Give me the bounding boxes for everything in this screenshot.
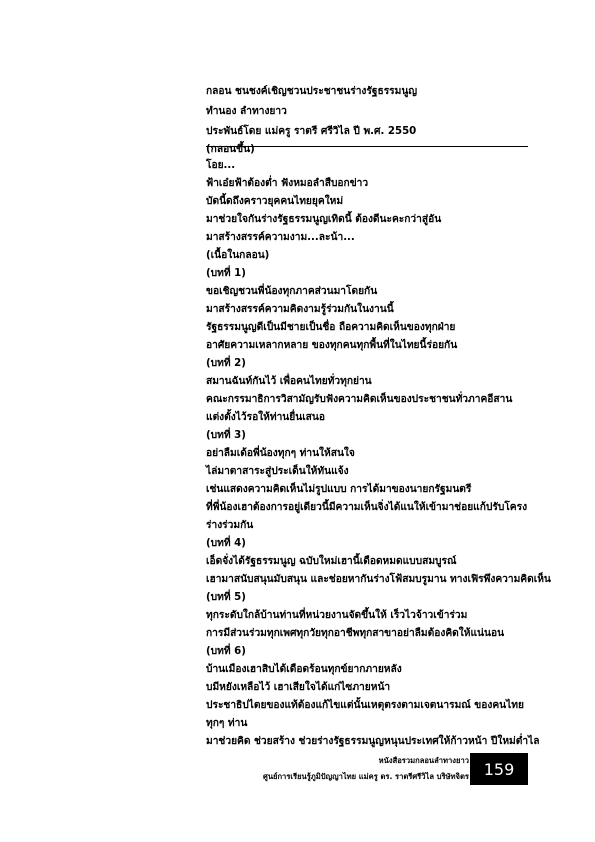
poem-line: ไล่มาตาสาระสู่ประเด็นให้ทันแจ้ง — [206, 466, 349, 477]
poem-line: การมีส่วนร่วมทุกเพศทุกวัยทุกอาชีพทุกสาขาอย่าลืมต้องคิดให้แน่นอน — [206, 628, 505, 639]
poem-line: มาสร้างสรรค์ความคิดงามรู้ร่วมกันในงานนี้ — [206, 304, 394, 315]
poem-line: แต่งตั้งไว้รอให้ท่านยื่นเสนอ — [206, 412, 325, 423]
poem-line: (บทที่ 6) — [206, 646, 246, 657]
poem-line: (บทที่ 2) — [206, 358, 246, 369]
poem-line: เช่นแสดงความคิดเห็นไม่รูปแบบ การได้มาของนายกรัฐมนตรี — [206, 484, 472, 495]
poem-line: ทุกระดับใกล้บ้านท่านที่หน่วยงานจัดขึ้นให้ เร็วไวจ้าวเข้าร่วม — [206, 610, 468, 621]
poem-line: อย่าลืมเด้อพี่น้องทุกๆ ท่านให้สนใจ — [206, 448, 355, 459]
poem-line: ฟ้าเอ๋ยฟ้าต้องต่ำ ฟังหมอลำสืบอกข่าว — [206, 178, 369, 189]
poem-melody: ทำนอง ลำทางยาว — [206, 106, 287, 117]
poem-line: โอย... — [206, 160, 236, 171]
poem-line: มาช่วยคิด ช่วยสร้าง ช่วยร่างรัฐธรรมนูญหนุนประเทศให้ก้าวหน้า ปีใหม่ต่ำไล — [206, 736, 540, 747]
poem-author: ประพันธ์โดย แม่ครู ราตรี ศรีวิไล ปี พ.ศ. 2550 — [206, 126, 417, 137]
poem-line: มาช่วยใจกันร่างรัฐธรรมนูญเทิดนี้ ต้องดีนะคะกว่าสู่อัน — [206, 214, 442, 225]
poem-line: ประชาธิปไตยของแท้ต้องแก้ไขแต่นั้นเหตุตรงตามเจตนารมณ์ ของคนไทย — [206, 700, 524, 711]
poem-line: สมานฉันท์กันไว้ เพื่อคนไทยทั่วทุกย่าน — [206, 376, 372, 387]
poem-line: ขอเชิญชวนพี่น้องทุกภาคส่วนมาโดยกัน — [206, 286, 378, 297]
poem-line: (บทที่ 5) — [206, 592, 246, 603]
poem-line: บัดนี้ดถึงคราวยุคคนไทยยุคใหม่ — [206, 196, 344, 207]
poem-line: อาศัยความเหลากหลาย ของทุกคนทุกพื้นที่ในไทยนี้ร่อยกัน — [206, 340, 458, 351]
poem-line: (บทที่ 4) — [206, 538, 246, 549]
poem-line: ที่พี่น้องเฮาต้องการอยู่เดียวนี้มีความเห็นจิ่งได้แนให้เข้ามาช่อยแก้ปรับโครง — [206, 502, 528, 513]
poem-line: บมีหยังเหลือไว้ เฮาเสียใจได้แก่ไซภายหน้า — [206, 682, 391, 693]
poem-line: (กลอนขึ้น) — [206, 144, 255, 155]
footer-organization: ศูนย์การเรียนรู้ภูมิปัญญาไทย แม่ครู ดร. ราตรีศรีวิไล บริษัทจิตร — [263, 772, 469, 781]
poem-line: (บทที่ 1) — [206, 268, 246, 279]
poem-line: ทุกๆ ท่าน — [206, 718, 248, 729]
page-number: 159 — [470, 753, 528, 785]
poem-line: เอ็ดจั่งได้รัฐธรรมนูญ ฉบับใหม่เฮานี้เดือดหมดแบบสมบูรณ์ — [206, 556, 457, 567]
poem-line: (เนื้อในกลอน) — [206, 250, 270, 261]
poem-line: บ้านเมืองเฮาสิบได้เดือดร้อนทุกข์ยากภายหลัง — [206, 664, 402, 675]
poem-line: คณะกรรมาธิการวิสามัญรับฟังความคิดเห็นของประชาชนทั่วภาคอีสาน — [206, 394, 513, 405]
poem-line: ร่างร่วมกัน — [206, 520, 254, 531]
poem-line: (บทที่ 3) — [206, 430, 246, 441]
poem-line: รัฐธรรมนูญดีเป็นมีชายเป็นชื่อ ถือความคิดเห็นของทุกฝ่าย — [206, 322, 456, 333]
poem-line: มาสร้างสรรค์ความงาม...ละน้า... — [206, 232, 355, 243]
poem-line: เฮามาสนับสนุนมับสนุน และช่อยหากันร่างโฟ้สมบรูมาน ทางเฟิรพึงความคิดเห็น — [206, 574, 551, 585]
poem-title: กลอน ชนชงค์เชิญชวนประชาชนร่างรัฐธรรมนูญ — [206, 86, 418, 97]
footer-book-title: หนังสือรวมกลอนลำทางยาว — [378, 756, 469, 765]
